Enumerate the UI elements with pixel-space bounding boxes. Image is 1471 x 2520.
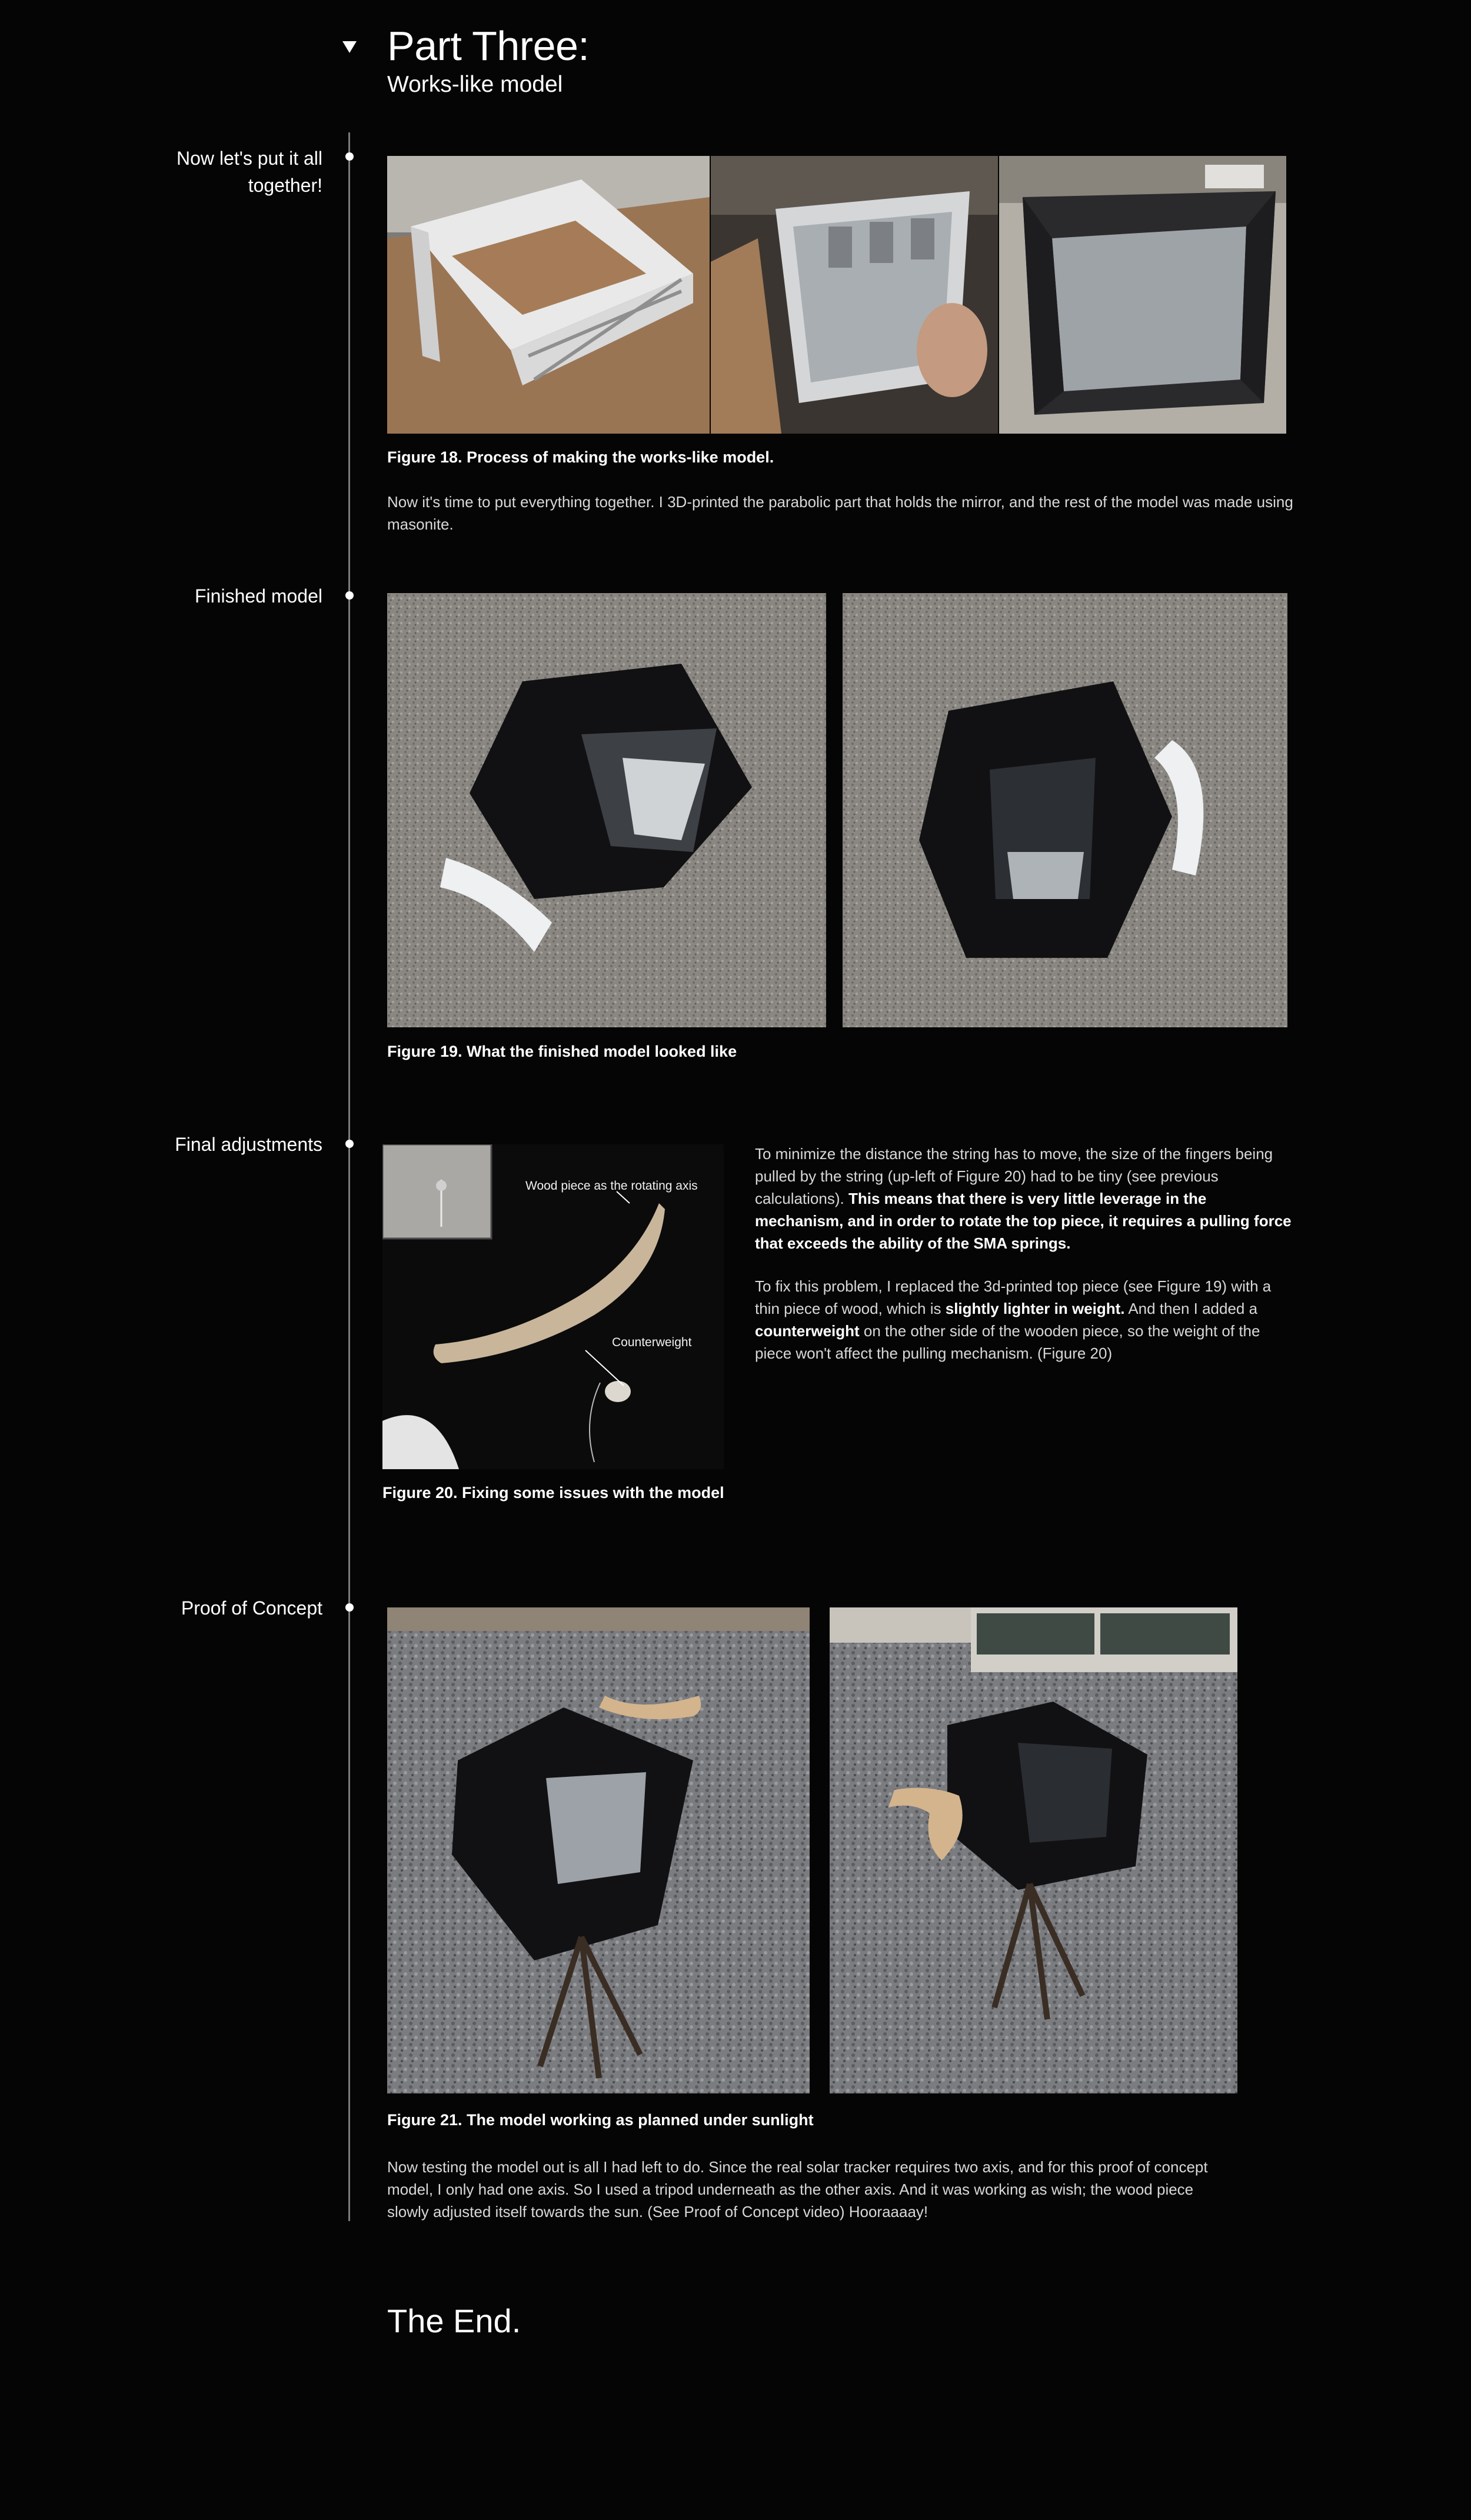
figure19-photo-side: [843, 593, 1287, 1027]
timeline-dot-icon: [345, 1140, 354, 1148]
figure20-caption: Figure 20. Fixing some issues with the model: [382, 1484, 724, 1502]
timeline-dot-icon: [345, 591, 354, 600]
figure18-photo-black-box: [999, 156, 1286, 434]
figure20-annotation-counterweight: Counterweight: [612, 1336, 692, 1349]
figure19-photo-top: [387, 593, 826, 1027]
timeline-dot-icon: [345, 152, 354, 161]
figure20-paragraph-1: To minimize the distance the string has to move, the size of the fingers being pulled by the string (up-left of Figure 20) had to be tiny (see previous calculations). This means that there is very little leverage in the mechanism, and in order to rotate the top piece, it requires a pulling force that exceeds the ability of the SMA springs.: [755, 1145, 1292, 1252]
collapse-triangle-icon[interactable]: [342, 41, 357, 53]
section-label-adjustments: Final adjustments: [175, 1134, 322, 1155]
figure21-caption: Figure 21. The model working as planned under sunlight: [387, 2111, 814, 2129]
section-label-together: Now let's put it all together!: [177, 148, 322, 196]
figure18-photo-frame: [387, 156, 710, 434]
figure21-photo-left: [387, 1607, 810, 2093]
section-label-proof: Proof of Concept: [181, 1597, 322, 1619]
page-title: Part Three:: [387, 23, 590, 69]
figure18-text: Now it's time to put everything together. I 3D-printed the parabolic part that holds the mirror, and the rest of the model was made using masonite.: [387, 493, 1293, 533]
figure19-caption: Figure 19. What the finished model looked like: [387, 1043, 737, 1060]
figure20-annotation-axis: Wood piece as the rotating axis: [525, 1179, 698, 1193]
figure21-photo-right: [830, 1607, 1237, 2093]
the-end-heading: The End.: [387, 2302, 521, 2339]
figure18-photo-tray: [711, 156, 998, 434]
figure21-text: Now testing the model out is all I had left to do. Since the real solar tracker requires two axis, and for this proof of concept model, I only had one axis. So I used a tripod underneath as the other axis. And it was working as wish; the wood piece slowly adjusted itself towards the sun. (See Proof of Concept video) Hooraaaay!: [387, 2158, 1208, 2221]
page-subtitle: Works-like model: [387, 72, 563, 97]
figure18-caption: Figure 18. Process of making the works-like model.: [387, 448, 774, 466]
section-label-finished: Finished model: [195, 585, 322, 607]
timeline-line: [348, 132, 350, 2221]
timeline-dot-icon: [345, 1603, 354, 1612]
figure20-paragraph-2: To fix this problem, I replaced the 3d-printed top piece (see Figure 19) with a thin piece of wood, which is slightly lighter in weight. And then I added a counterweight on the other side of the wooden piece, so the weight of the piece won't affect the pulling mechanism. (Figure 20): [755, 1277, 1272, 1362]
